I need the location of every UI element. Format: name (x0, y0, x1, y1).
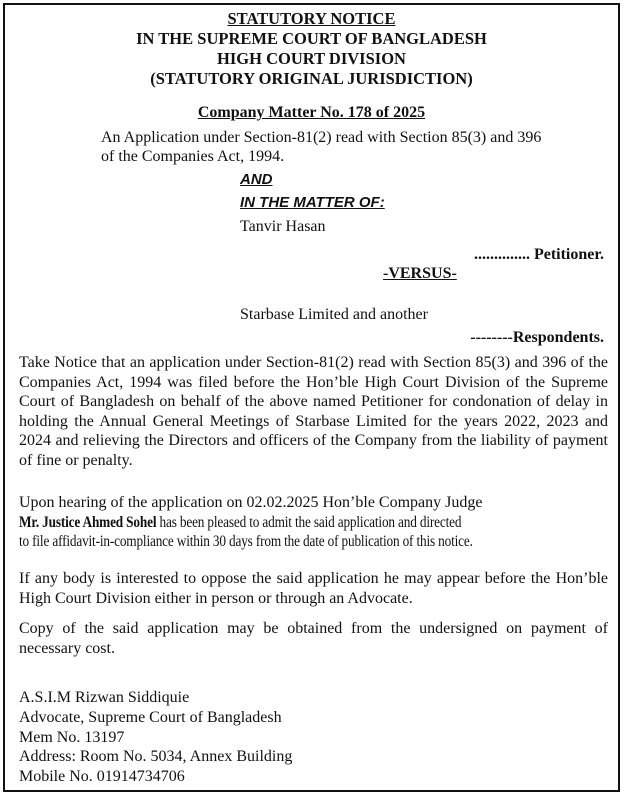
para2-line-2-rest: has been pleased to admit the said application and directed (156, 513, 462, 531)
application-line-1: An Application under Section-81(2) read with Section 85(3) and 396 (101, 129, 542, 146)
signature-block (19, 688, 292, 787)
office-address: Address: Room No. 5034, Annex Building (19, 748, 293, 766)
versus-label: -VERSUS- (383, 265, 457, 282)
application-line-2: of the Companies Act, 1994. (101, 148, 285, 165)
petitioner-label: .............. Petitioner. (473, 246, 604, 263)
notice-paragraph-4: Copy of the said application may be obtained from the undersigned on payment of necessary cost. (19, 620, 608, 657)
respondent-name: Starbase Limited and another (240, 306, 428, 323)
para2-line-3: to file affidavit-in-compliance within 30 days from the date of publication of this notice. (19, 533, 473, 550)
advocate-title: Advocate, Supreme Court of Bangladesh (19, 708, 282, 726)
notice-paragraph-2 (19, 493, 608, 552)
mobile-number: Mobile No. 01914734706 (19, 768, 185, 786)
and-label: AND (240, 171, 273, 188)
judge-name: Mr. Justice Ahmed Sohel (19, 513, 157, 531)
para2-line-2 (19, 513, 461, 533)
division-name: HIGH COURT DIVISION (217, 49, 406, 68)
para2-line-1: Upon hearing of the application on 02.02.2025 Hon’ble Company Judge (19, 494, 483, 511)
statutory-notice (3, 3, 620, 792)
court-name: IN THE SUPREME COURT OF BANGLADESH (136, 29, 487, 48)
matter-number: Company Matter No. 178 of 2025 (197, 104, 426, 121)
advocate-name: A.S.I.M Rizwan Siddiquie (19, 689, 190, 706)
in-the-matter-label: IN THE MATTER OF: (240, 194, 385, 211)
notice-title: STATUTORY NOTICE (227, 9, 396, 28)
notice-paragraph-3: If any body is interested to oppose the said application he may appear before the Hon’ble High Court Division either in person or through an Advocate. (19, 570, 608, 607)
notice-paragraph-1: Take Notice that an application under Section-81(2) read with Section 85(3) and 396 of the Companies Act, 1994 was filed before the Hon’ble High Court Division of the Supreme Court of Bangladesh on behalf of the above named Petitioner for condonation of delay in holding the Annual General Meetings of Starbase Limited for the years 2022, 2023 and 2024 and relieving the Directors and officers of the Company from the liability of payment of fine or penalty. (19, 354, 608, 469)
respondent-label: --------Respondents. (470, 329, 604, 346)
jurisdiction: (STATUTORY ORIGINAL JURISDICTION) (150, 69, 473, 88)
petitioner-name: Tanvir Hasan (240, 218, 326, 235)
membership-number: Mem No. 13197 (19, 728, 125, 746)
